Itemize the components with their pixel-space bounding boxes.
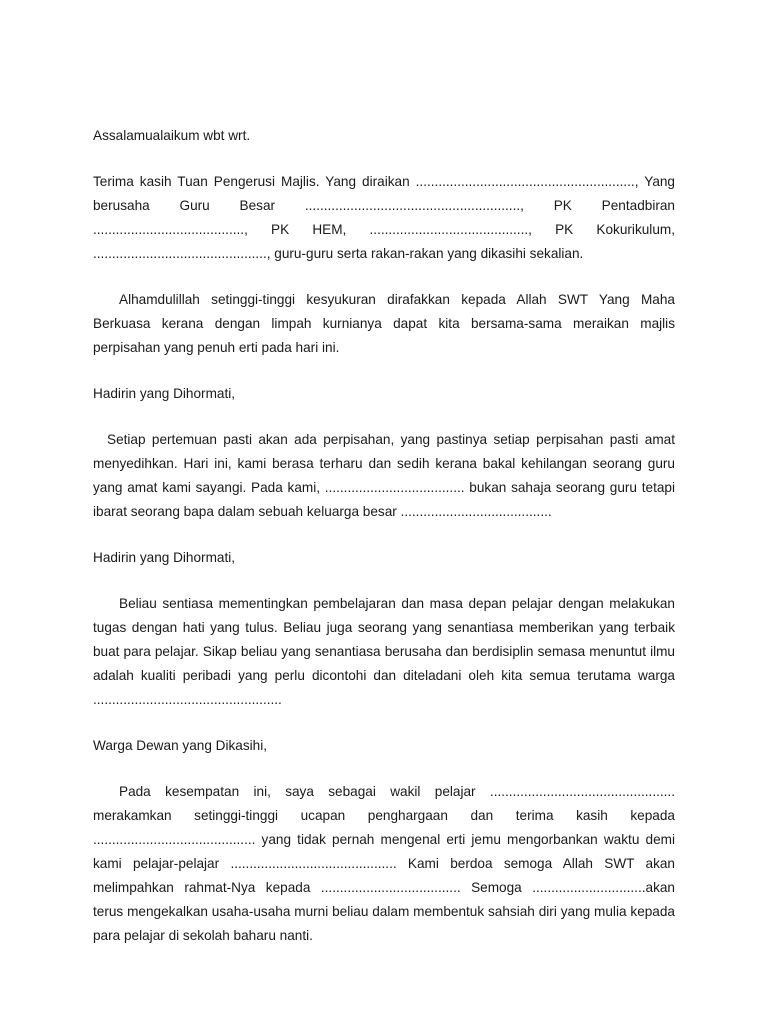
- salutation-heading: Warga Dewan yang Dikasihi,: [93, 738, 268, 753]
- farewell-paragraph: Setiap pertemuan pasti akan ada perpisahan, yang pastinya setiap perpisahan pasti amat menyedihkan. Hari ini, kami berasa terharu dan sedih kerana bakal kehilangan seorang guru yang amat kami sayangi. Pada kami, ..................................... bukan sahaja seorang guru tetapi ibarat seorang bapa dalam sebuah keluarga besar ........................................: [93, 432, 675, 519]
- greeting: Assalamualaikum wbt wrt.: [93, 128, 251, 143]
- gratitude-paragraph: Alhamdulillah setinggi-tinggi kesyukuran dirafakkan kepada Allah SWT Yang Maha Berkuasa kerana dengan limpah kurnianya dapat kita bersama-sama meraikan majlis perpisahan yang penuh erti pada hari ini.: [93, 292, 675, 355]
- speech-text: [93, 124, 675, 970]
- salutation-heading: Hadirin yang Dihormati,: [93, 550, 236, 565]
- teacher-praise-paragraph: Beliau sentiasa mementingkan pembelajaran dan masa depan pelajar dengan melakukan tugas dengan hati yang tulus. Beliau juga seorang yang senantiasa memberikan yang terbaik buat para pelajar. Sikap beliau yang senantiasa berusaha dan berdisiplin semasa menuntut ilmu adalah kualiti peribadi yang perlu dicontohi dan diteladani oleh kita semua terutama warga ..................................................: [93, 596, 675, 707]
- salutation-heading: Hadirin yang Dihormati,: [93, 386, 236, 401]
- closing-paragraph: Pada kesempatan ini, saya sebagai wakil pelajar ................................................. merakamkan setinggi-tinggi ucapan penghargaan dan terima kasih kepada ........................................... yang tidak pernah mengenal erti jemu mengorbankan waktu demi kami pelajar-pelajar ............................................ Kami berdoa semoga Allah SWT akan melimpahkan rahmat-Nya kepada ..................................... Semoga ..............................akan terus mengekalkan usaha-usaha murni beliau dalam membentuk sahsiah diri yang mulia kepada para pelajar di sekolah baharu nanti.: [93, 784, 675, 943]
- opening-paragraph: Terima kasih Tuan Pengerusi Majlis. Yang diraikan .........................................................., Yang berusaha Guru Besar ........................................................., PK Pentadbiran ........................................, PK HEM, .........................................., PK Kokurikulum, .............................................., guru-guru serta rakan-rakan yang dikasihi sekalian.: [93, 174, 675, 261]
